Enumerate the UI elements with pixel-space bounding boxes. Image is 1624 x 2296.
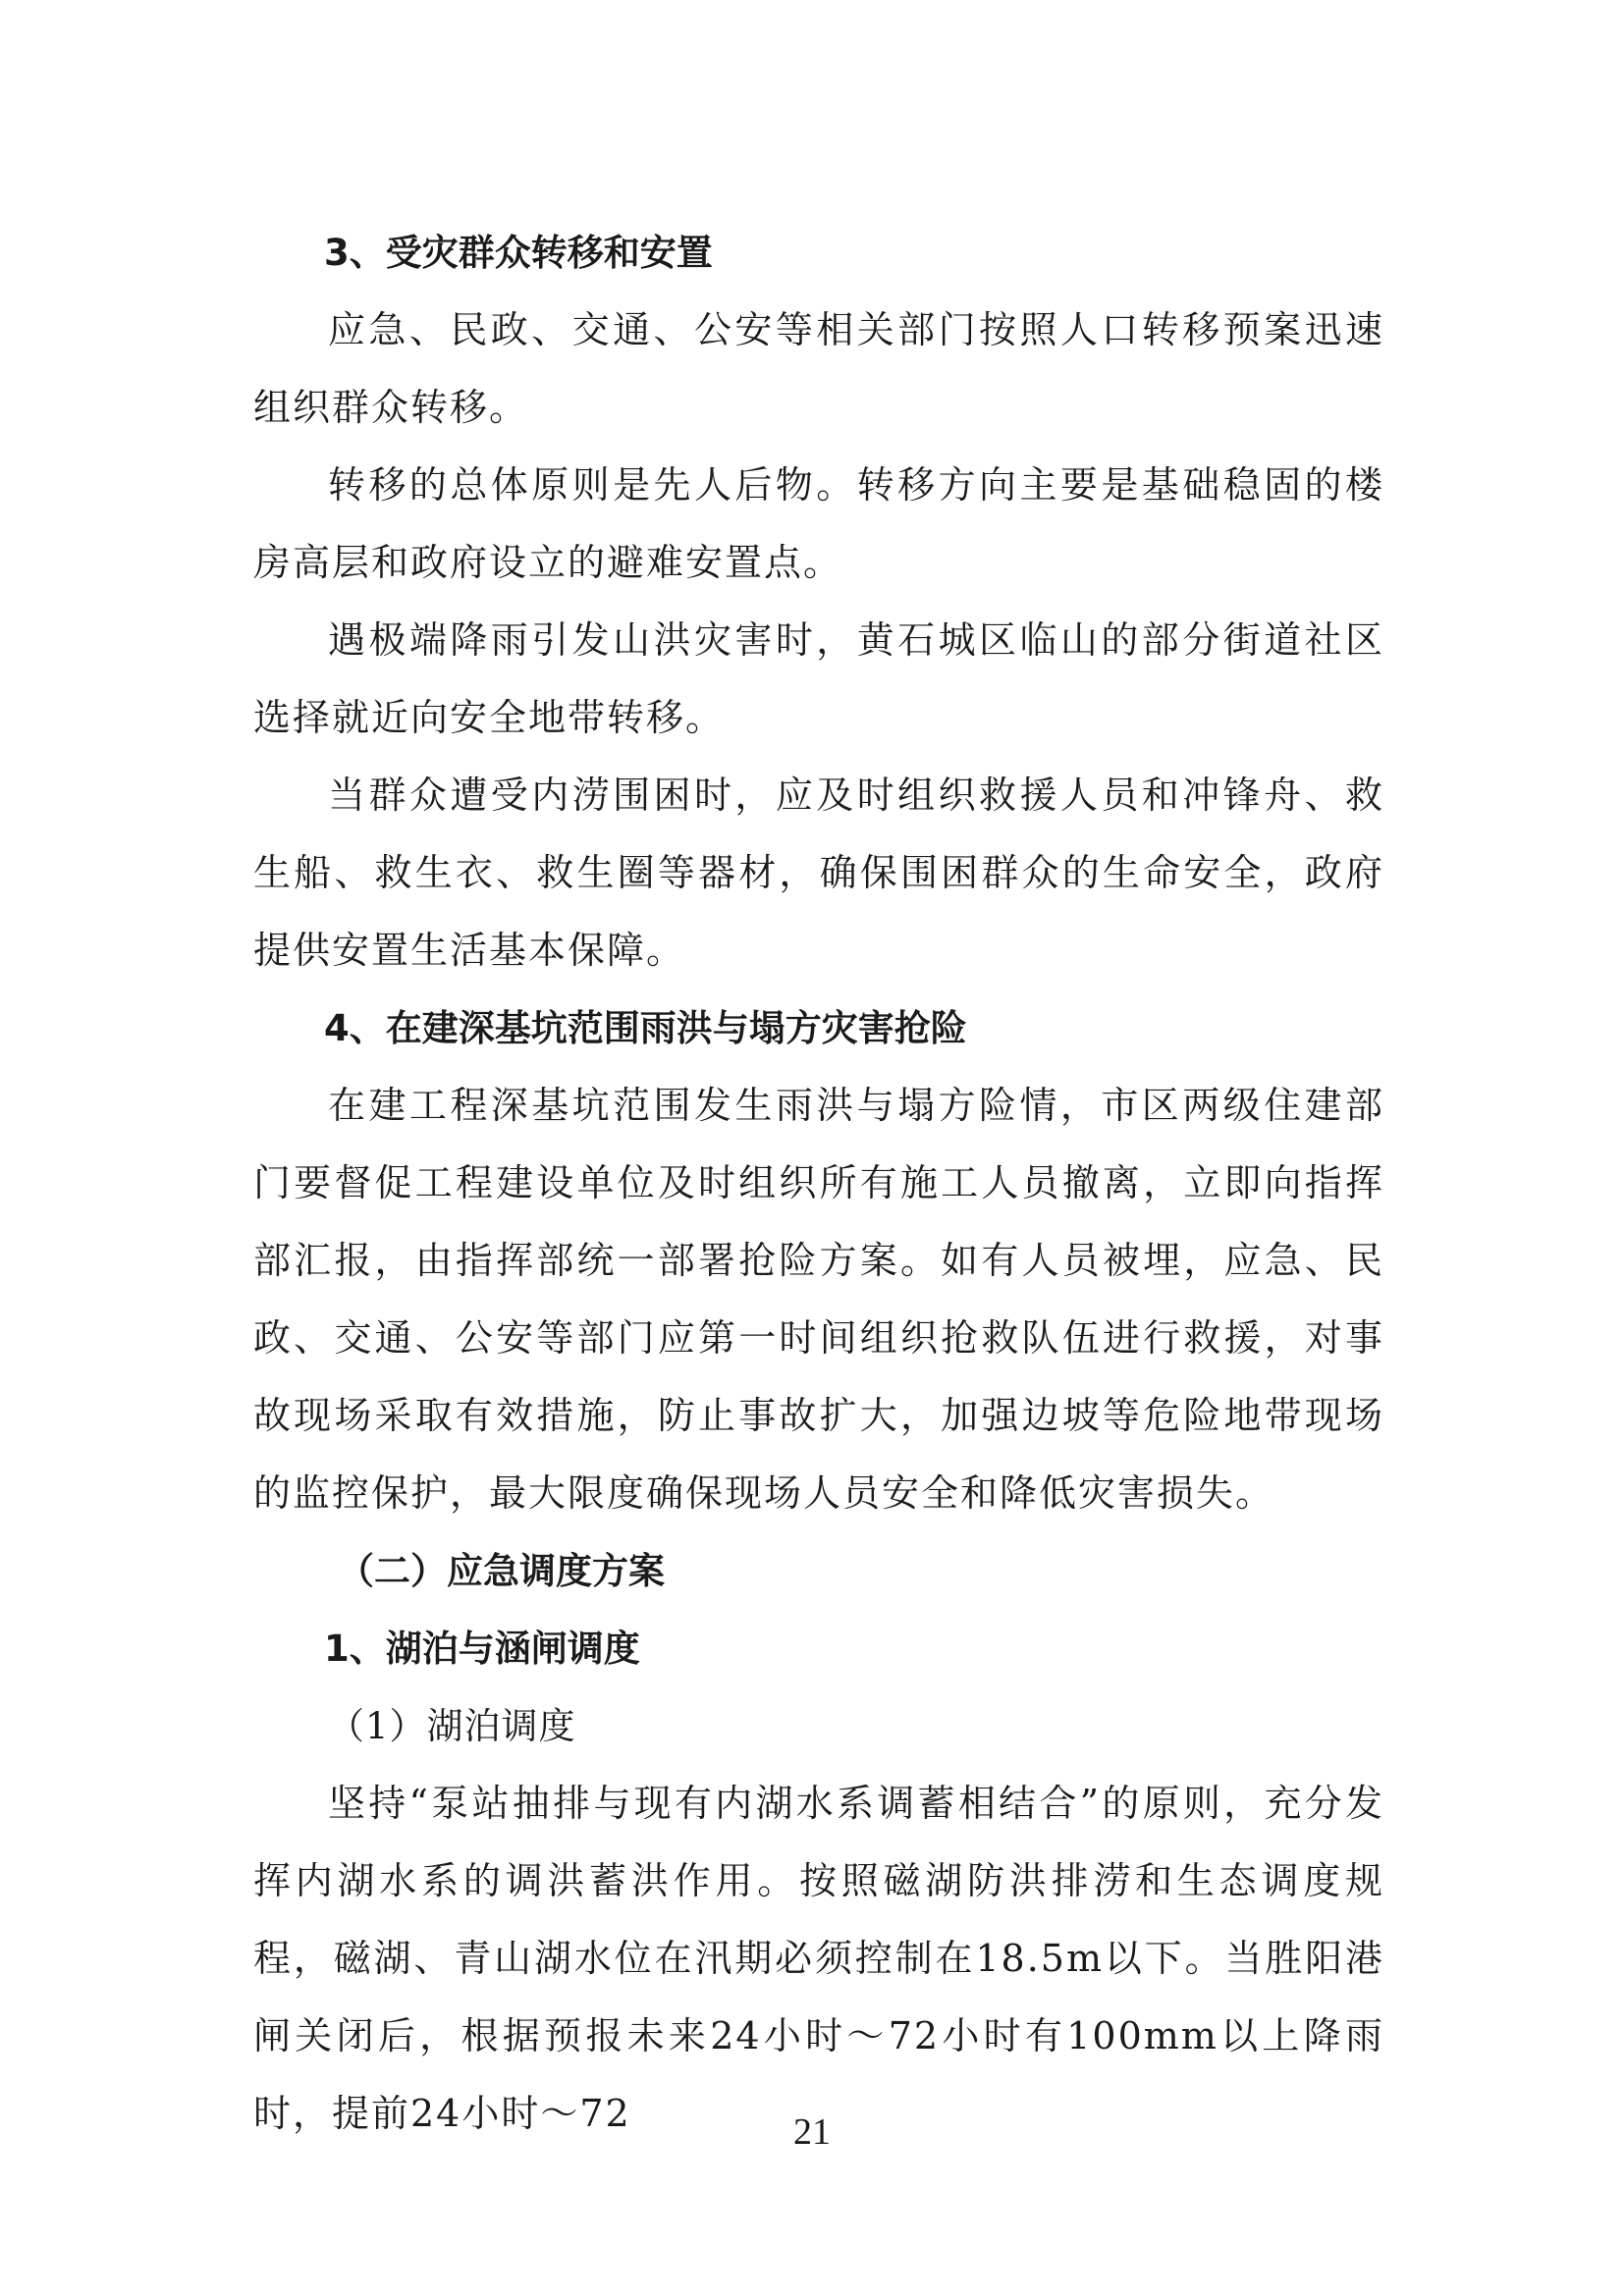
paragraph-flash-flood: 遇极端降雨引发山洪灾害时，黄石城区临山的部分街道社区选择就近向安全地带转移。 [253,618,1384,739]
section-heading-relocation: 3、受灾群众转移和安置 [324,232,713,274]
paragraph-relocation-principle: 转移的总体原则是先人后物。转移方向主要是基础稳固的楼房高层和政府设立的避难安置点。 [253,463,1384,584]
section-heading-dispatch-plan: （二）应急调度方案 [338,1550,665,1592]
page-number: 21 [793,2111,831,2153]
subsection-heading-lake-dispatch: （1）湖泊调度 [328,1705,576,1747]
paragraph-waterlogging: 当群众遭受内涝围困时，应及时组织救援人员和冲锋舟、救生船、救生衣、救生圈等器材，确保围困群众的生命安全，政府提供安置生活基本保障。 [253,774,1384,972]
document-body [253,214,1384,2153]
section-heading-foundation-pit: 4、在建深基坑范围雨洪与塌方灾害抢险 [324,1007,967,1049]
paragraph-lake-dispatch: 坚持“泵站抽排与现有内湖水系调蓄相结合”的原则，充分发挥内湖水系的调洪蓄洪作用。按照磁湖防洪排涝和生态调度规程，磁湖、青山湖水位在汛期必须控制在18.5m以下。当胜阳港闸关闭后，根据预报未来24小时～72小时有100mm以上降雨时，提前24小时～72 [253,1782,1384,2135]
section-heading-lakes-sluices: 1、湖泊与涵闸调度 [324,1628,640,1670]
paragraph-foundation-pit: 在建工程深基坑范围发生雨洪与塌方险情，市区两级住建部门要督促工程建设单位及时组织所有施工人员撤离，立即向指挥部汇报，由指挥部统一部署抢险方案。如有人员被埋，应急、民政、交通、公安等部门应第一时间组织抢救队伍进行救援，对事故现场采取有效措施，防止事故扩大，加强边坡等危险地带现场的监控保护，最大限度确保现场人员安全和降低灾害损失。 [253,1084,1384,1515]
paragraph-relocation-organize: 应急、民政、交通、公安等相关部门按照人口转移预案迅速组织群众转移。 [253,308,1384,429]
